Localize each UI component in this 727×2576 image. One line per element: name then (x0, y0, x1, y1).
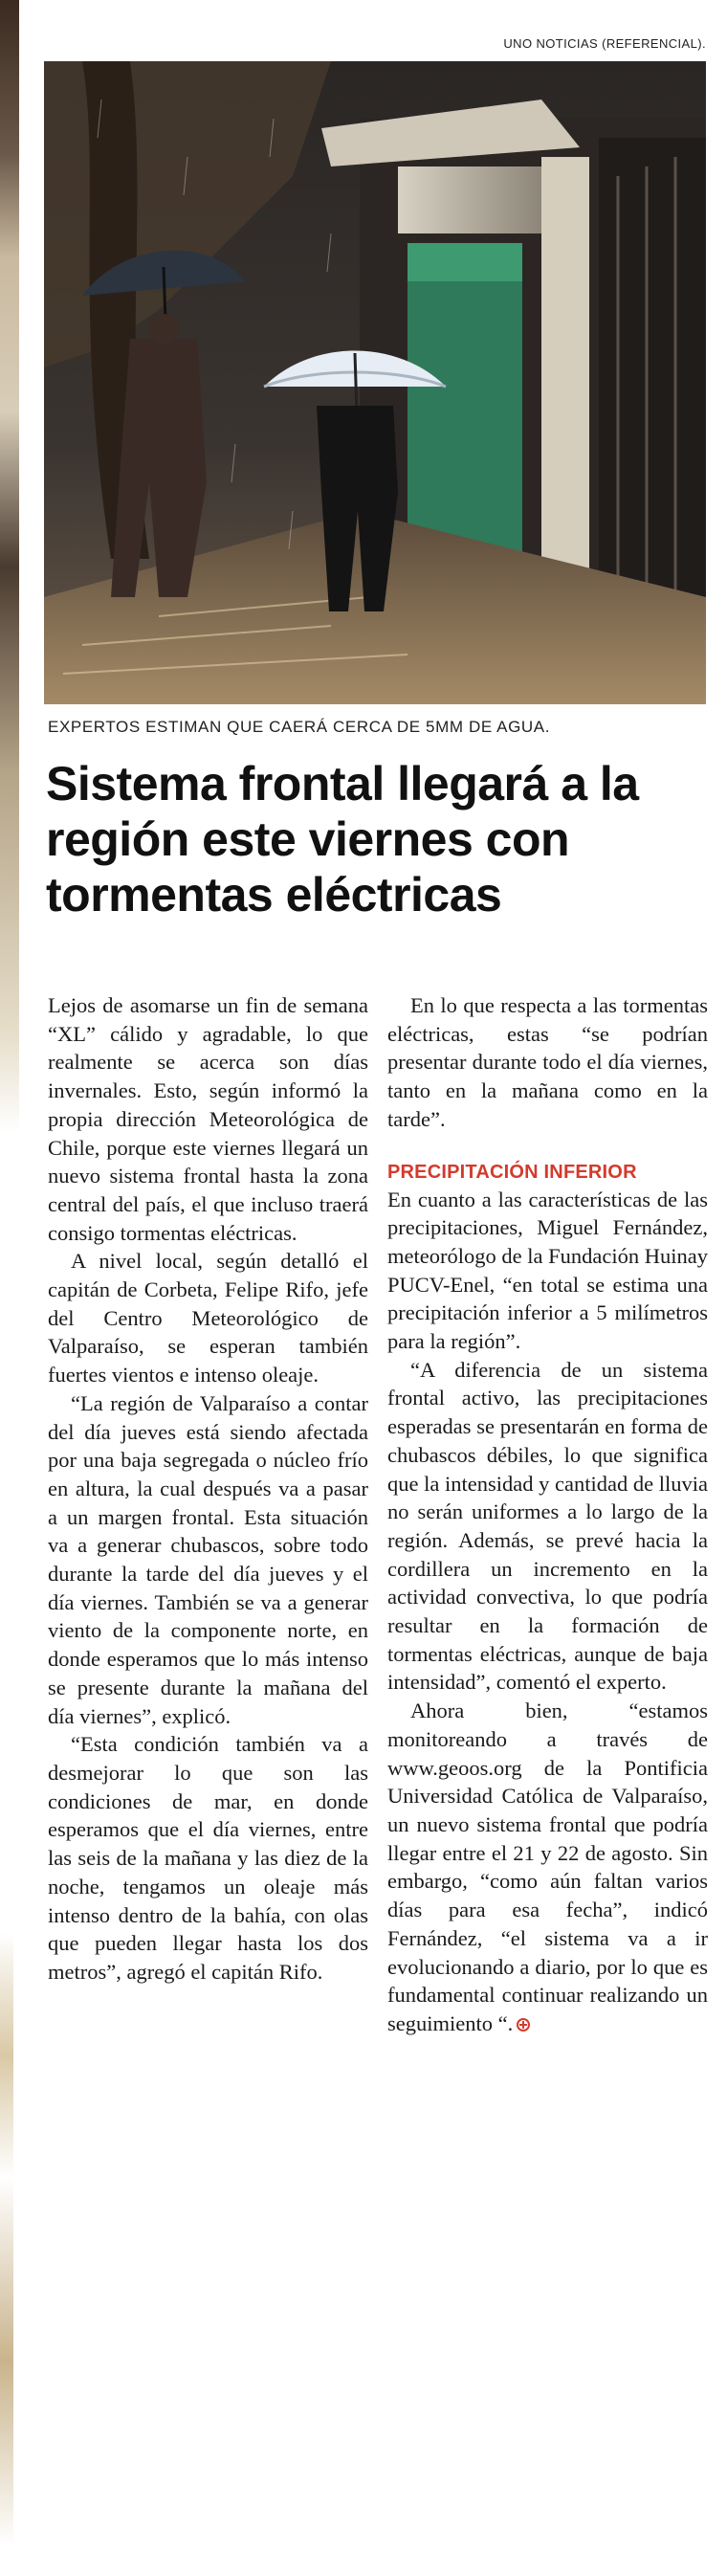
paragraph: A nivel local, según detalló el capitán de Corbeta, Felipe Rifo, jefe del Centro Meteorológico de Valparaíso, se esperan también fuertes vientos e intenso oleaje. (48, 1249, 368, 1388)
photo-caption: EXPERTOS ESTIMAN QUE CAERÁ CERCA DE 5MM DE AGUA. (48, 718, 551, 736)
photo-credit: UNO NOTICIAS (REFERENCIAL). (503, 36, 706, 51)
adjacent-page-edge (0, 0, 19, 2576)
paragraph: “A diferencia de un sistema frontal activo, las precipitaciones esperadas se presentarán en forma de chubascos débiles, lo que significa que la intensidad y cantidad de lluvia no serán uniformes a lo largo de la región. Además, se prevé hacia la cordillera un incremento en la actividad convectiva, lo que podría resultar en la formación de tormentas eléctricas, aunque de baja intensidad”, comentó el experto. (387, 1357, 708, 1695)
column-left (48, 991, 368, 2038)
paragraph: En lo que respecta a las tormentas eléctricas, estas “se podrían presentar durante todo el día viernes, tanto en la mañana como en la tarde”. (387, 993, 708, 1131)
headline: Sistema frontal llegará a la región este viernes con tormentas eléctricas (46, 757, 639, 922)
paragraph (387, 1697, 708, 2037)
section-subhead: PRECIPITACIÓN INFERIOR (387, 1161, 637, 1183)
rain-photo (44, 61, 706, 704)
paragraph: “Esta condición también va a desmejorar lo que son las condiciones de mar, en donde esperamos que el día viernes, entre las seis de la mañana y las diez de la noche, tengamos un oleaje más intenso dentro de la bahía, con olas que pueden llegar hasta los dos metros”, agregó el capitán Rifo. (48, 1732, 368, 1984)
paragraph: “La región de Valparaíso a contar del día jueves está siendo afectada por una baja segregada o núcleo frío en altura, la cual después va a pasar a un margen frontal. Esta situación va a generar chubascos, sobre todo durante la tarde del día jueves y el día viernes. También se va a generar viento de la componente norte, en donde esperamos que lo más intenso se presente durante la mañana del día viernes”, explicó. (48, 1390, 368, 1728)
paragraph-text: Ahora bien, “estamos monitoreando a través de www.geoos.org de la Pontificia Universidad Católica de Valparaíso, un nuevo sistema frontal que podría llegar entre el 21 y 22 de agosto. Sin embargo, “como aún faltan varios días para esa fecha”, indicó Fernández, “el sistema va a ir evolucionando a diario, por lo que es fundamental continuar realizando un seguimiento “. (387, 1699, 708, 2035)
paragraph: Lejos de asomarse un fin de semana “XL” cálido y agradable, lo que realmente se acerca son días invernales. Esto, según informó la propia dirección Meteorológica de Chile, porque este viernes llegará un nuevo sistema frontal hasta la zona central del país, el que incluso traerá consigo tormentas eléctricas. (48, 993, 368, 1245)
end-mark-icon (517, 2018, 530, 2032)
paragraph: En cuanto a las características de las precipitaciones, Miguel Fernández, meteorólogo de la Fundación Huinay PUCV-Enel, “en total se estima una precipitación inferior a 5 milímetros para la región”. (387, 1187, 708, 1354)
column-right (387, 991, 708, 2038)
article-body (48, 991, 708, 2038)
